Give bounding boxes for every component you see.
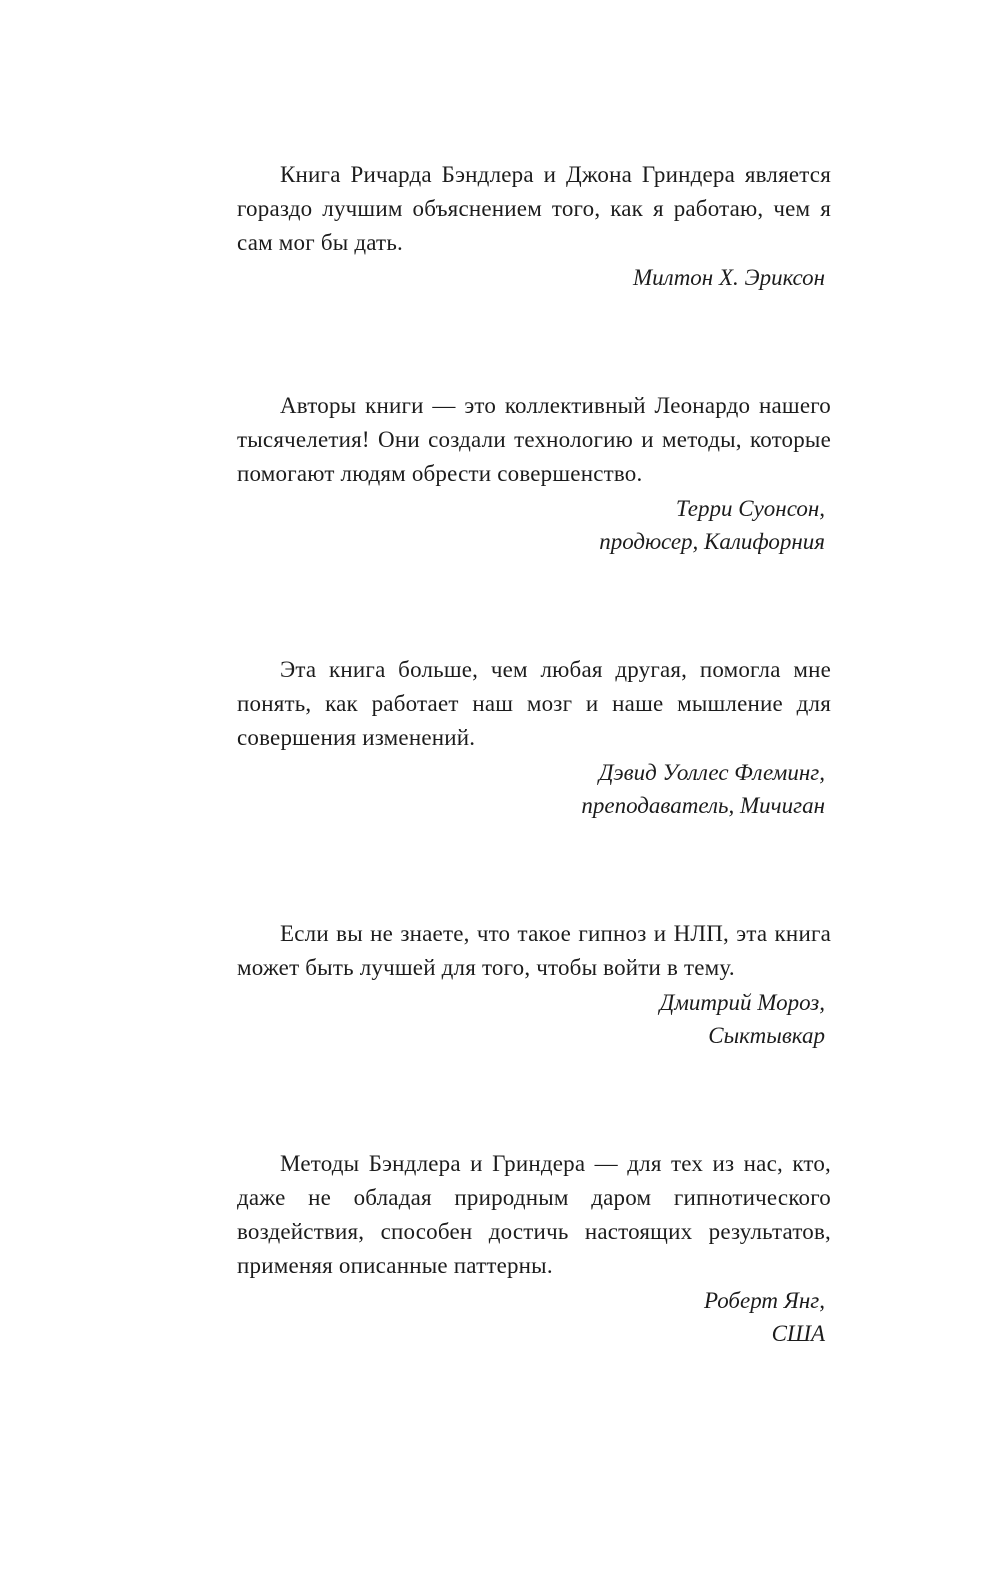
quote-attribution: [237, 756, 831, 822]
quote-text: Эта книга больше, чем любая другая, помогла мне понять, как работает наш мозг и наше мышление для совершения изменений.: [237, 657, 831, 750]
quote-text: Авторы книги — это коллективный Леонардо нашего тысячелетия! Они создали технологию и методы, которые помогают людям обрести совершенство.: [237, 393, 831, 486]
quote-attribution-line: Дэвид Уоллес Флеминг,: [598, 760, 825, 785]
quote-attribution-line: США: [771, 1321, 825, 1346]
testimonial-block: [237, 917, 831, 1052]
quote-attribution: [237, 986, 831, 1052]
quote-attribution: [237, 1284, 831, 1350]
quote-attribution-line: Терри Суонсон,: [675, 496, 825, 521]
quote-attribution-line: Роберт Янг,: [704, 1288, 825, 1313]
testimonial-block: [237, 653, 831, 822]
quote-attribution-line: Милтон Х. Эриксон: [633, 265, 825, 290]
quote-attribution-line: Дмитрий Мороз,: [659, 990, 825, 1015]
quote-attribution-line: преподаватель, Мичиган: [581, 793, 825, 818]
quote-attribution: [237, 492, 831, 558]
testimonial-block: [237, 158, 831, 294]
testimonial-block: [237, 1147, 831, 1350]
testimonial-block: [237, 389, 831, 558]
quote-attribution-line: продюсер, Калифорния: [599, 529, 825, 554]
quote-attribution-line: Сыктывкар: [708, 1023, 825, 1048]
quote-text: Если вы не знаете, что такое гипноз и НЛП, эта книга может быть лучшей для того, чтобы войти в тему.: [237, 921, 831, 980]
quote-text: Книга Ричарда Бэндлера и Джона Гриндера является гораздо лучшим объяснением того, как я работаю, чем я сам мог бы дать.: [237, 162, 831, 255]
quote-attribution: [237, 261, 831, 294]
quote-text: Методы Бэндлера и Гриндера — для тех из нас, кто, даже не обладая природным даром гипнотического воздействия, способен достичь настоящих результатов, применяя описанные паттерны.: [237, 1151, 831, 1278]
